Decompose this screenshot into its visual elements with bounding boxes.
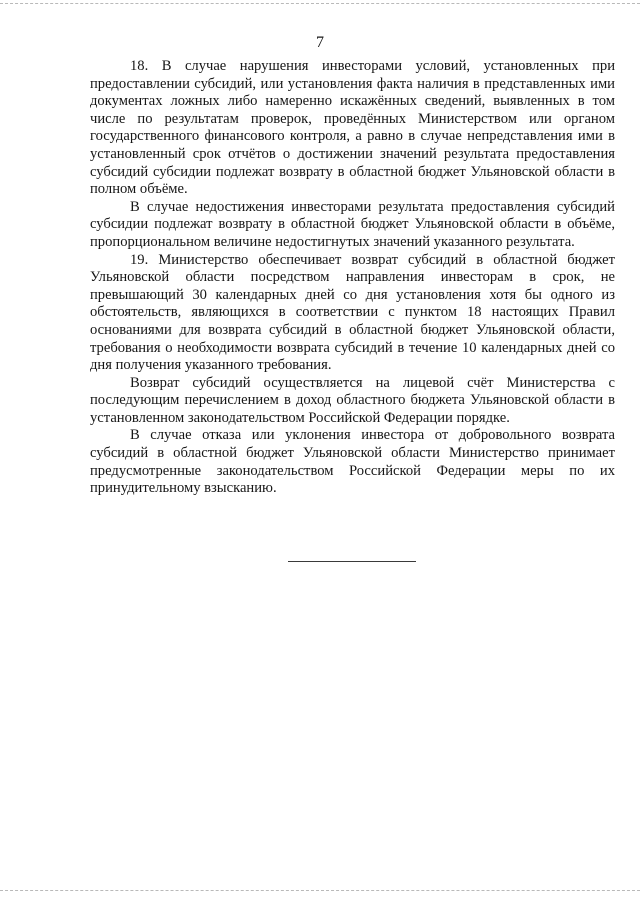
- document-body: [90, 58, 615, 498]
- scan-edge-top: [0, 3, 640, 4]
- page-number: 7: [316, 34, 324, 51]
- paragraph-18: 18. В случае нарушения инвесторами условий, установленных при предоставлении субсидий, или установления факта наличия в представленных ими документах ложных либо намеренно искажённых сведений, выявленных в том числе по результатам проверок, проведённых Министерством или органом государственного финансового контроля, а равно в случае непредставления ими в установленный срок отчётов о достижении значений результата предоставления субсидий субсидии подлежат возврату в областной бюджет Ульяновской области в полном объёме.: [90, 58, 615, 198]
- paragraph-19-refund-account: Возврат субсидий осуществляется на лицевой счёт Министерства с последующим перечислением в доход областного бюджета Ульяновской области в установленном законодательством Российской Федерации порядке.: [90, 374, 615, 426]
- paragraph-19: 19. Министерство обеспечивает возврат субсидий в областной бюджет Ульяновской области посредством направления инвесторам в срок, не превышающий 30 календарных дней со дня установления хотя бы одного из обстоятельств, являющихся в соответствии с пунктом 18 настоящих Правил основаниями для возврата субсидий в областной бюджет Ульяновской области, требования о необходимости возврата субсидий в течение 10 календарных дней со дня получения указанного требования.: [90, 251, 615, 374]
- scan-edge-bottom: [0, 890, 640, 891]
- paragraph-18-undercompletion: В случае недостижения инвесторами результата предоставления субсидий субсидии подлежат возврату в областной бюджет Ульяновской области в объёме, пропорциональном величине недостигнутых значений указанного результата.: [90, 198, 615, 250]
- paragraph-19-enforcement: В случае отказа или уклонения инвестора от добровольного возврата субсидий в областной бюджет Ульяновской области Министерство принимает предусмотренные законодательством Российской Федерации меры по их принудительному взысканию.: [90, 427, 615, 497]
- closing-separator-line: [288, 561, 416, 562]
